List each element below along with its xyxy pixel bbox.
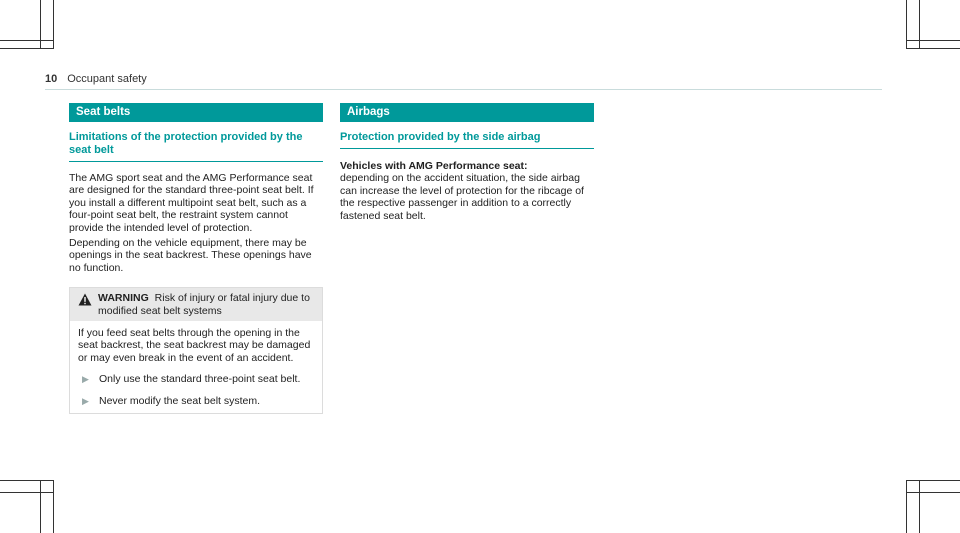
warning-body xyxy=(70,321,322,413)
warning-label: WARNING xyxy=(98,292,149,305)
play-arrow-icon: ▶ xyxy=(82,374,89,385)
section-title-seat-belts: Seat belts xyxy=(69,103,323,122)
warning-box xyxy=(69,287,323,414)
warning-text: If you feed seat belts through the opening in the seat backrest, the seat backrest may be damaged or may even break in the event of an accident. xyxy=(78,327,311,364)
crop-mark xyxy=(0,480,54,481)
seat-belts-column xyxy=(69,103,323,414)
crop-mark xyxy=(906,480,960,481)
warning-header xyxy=(70,288,322,321)
warning-headline: Risk of injury or fatal injury due to modified seat belt systems xyxy=(98,292,310,317)
paragraph-side-airbag: depending on the accident situation, the side airbag can increase the level of protection for the ribcage of the respective passenger in addition to a correctly fastened seat belt. xyxy=(340,172,584,222)
section-title-airbags: Airbags xyxy=(340,103,594,122)
crop-mark xyxy=(53,480,54,533)
crop-mark xyxy=(919,480,920,533)
crop-mark xyxy=(0,492,54,493)
list-item xyxy=(78,395,314,407)
lead-vehicles-amg: Vehicles with AMG Performance seat: xyxy=(340,160,528,172)
warning-triangle-icon xyxy=(78,293,92,306)
subheading-side-airbag: Protection provided by the side airbag xyxy=(340,131,594,149)
subheading-limitations: Limitations of the protection provided by the seat belt xyxy=(69,131,323,162)
crop-mark xyxy=(0,48,54,49)
paragraph-openings: Depending on the vehicle equipment, there may be openings in the seat backrest. These openings have no function. xyxy=(69,237,312,274)
list-item xyxy=(78,373,314,385)
crop-mark xyxy=(906,40,960,41)
page-header xyxy=(45,73,147,85)
crop-mark xyxy=(0,40,54,41)
header-divider xyxy=(45,89,882,90)
crop-mark xyxy=(40,480,41,533)
crop-mark xyxy=(906,492,960,493)
paragraph-seat-design: The AMG sport seat and the AMG Performance seat are designed for the standard three-point seat belt. If you install a different multipoint seat belt, such as a four-point seat belt, the restraint system cannot provide the intended level of protection. xyxy=(69,172,314,234)
play-arrow-icon: ▶ xyxy=(82,395,89,406)
page-number: 10 xyxy=(45,73,58,85)
crop-mark xyxy=(53,0,54,48)
bullet-text: Only use the standard three-point seat belt. xyxy=(99,373,301,386)
crop-mark xyxy=(906,48,960,49)
airbags-column xyxy=(340,103,594,222)
bullet-text: Never modify the seat belt system. xyxy=(99,394,261,407)
crop-mark xyxy=(906,480,907,533)
page-title: Occupant safety xyxy=(67,73,147,85)
